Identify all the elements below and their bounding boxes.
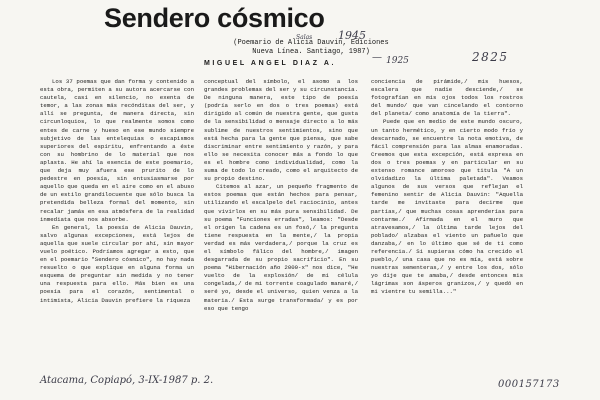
handwritten-year-2: 1925 [386, 56, 409, 66]
article-subtitle [186, 39, 436, 57]
column-1-paragraph-2: En general, la poesía de Alicia Dauvin, salvo algunas excepciones, está lejos de aquella que suele circular por ahí, sin mayor vuelo poético. Podríamos agregar a esto, que en el poemario "Sendero cósmico", no hay nada resuelto o que explique en alguna forma un esquema de preguntar sin medida y no tener una respuesta para ello. Más bien es una poesía para el corazón, sentimental o intimista, Alicia Dauvin prefiere la riqueza [40, 223, 194, 304]
text-column-1 [40, 78, 194, 372]
text-column-2 [204, 78, 358, 372]
text-column-3 [371, 78, 523, 372]
handwritten-source-note: Atacama, Copiapó, 3-IX-1987 p. 2. [40, 375, 214, 386]
handwritten-year-1: 1945 [338, 29, 366, 42]
subtitle-line-1: (Poemario de Alicia Dauvin, Ediciones [233, 39, 389, 47]
column-3-paragraph-2: Puede que en medio de este mundo oscuro, un tanto hermético, y en cierto modo frío y descarnado, se encuentre la nota emotiva, de fácil comprensión para las almas enamoradas. Creemos que esta excepción, está expresa en dos o tres poemas y en particular en su extenso romance amoroso que titula "A un olvidadizo la última paletada". Veamos algunos de sus versos que reflejan el femenino sentir de Alicia Dauvin: "Aquella tarde me invitaste para decirme que partías,/ que muchas cosas aprenderías para contarme./ Afirmada en el muro que atravesamos,/ la última tarde lejos del poblado/ alzabas el viento un pañuelo que danzaba,/ en lo último que sé de ti como referencia./ Si supieras cómo ha crecido el pueblo,/ una casa que no es mía, está sobre nuestras sementeras,/ y entre los dos, sólo yo dije que te amaba,/ desde entonces mis lágrimas son ásperos granizos,/ y quedó en mi vientre tu semilla..." [371, 118, 523, 296]
subtitle-line-2: Nueva Línea. Santiago, 1987) [252, 48, 370, 56]
column-2-paragraph-1: conceptual del símbolo, el asomo a los grandes problemas del ser y su circunstancia. De ninguna manera, este tipo de poesía (podría serlo en dos o tres poemas) está dirigido al común de nuestra gente, que gusta de la sensibilidad o mensaje directo a lo más sublime de nuestros sentimientos, sino que está hecha para la gente que piensa, que sabe discriminar entre sentimiento y razón, y para ello se necesita conocer más a fondo lo que es el hombre como individualidad, como la suma de todo lo creado, como el arquitecto de su propio destino. [204, 78, 358, 183]
column-3-paragraph-1: conciencia de pirámide,/ mis huesos, escalera que nadie desciende,/ se fotografían en mis ojos todos los rostros del mundo/ que van cincelando el contorno del planeta/ como anatomía de la tierra". [371, 78, 523, 118]
handwritten-number: 2825 [472, 50, 509, 64]
handwritten-dash: — [372, 52, 382, 63]
handwritten-catalog-number: 000157173 [498, 379, 560, 390]
article-author: MIGUEL ANGEL DIAZ A. [203, 60, 337, 67]
article-title: Sendero cósmico [104, 3, 325, 33]
column-2-paragraph-2: Citemos al azar, un pequeño fragmento de estos poemas que están hechos para pensar, utilizando el escalpelo del raciocinio, antes que vivirlos en su más pura sensibilidad. De su poema "Funciones erradas", leamos: "Desde el origen la cadena es un fosó,/ la pregunta tiene respuesta en la mente,/ la propia verdad es más verdadera,/ porque la cruz es el símbolo fálico del hombre,/ imagen desgarrada de su propio sacrificio". En su poema "Hibernación año 2000-x" nos dice, "He vuelto de la explosión/ de mi célula congelada,/ de mi torrente coagulado manaré,/ seré yo, desde el universo, quien venza a la materia./ Esta surge transformada/ y es por eso que tengo [204, 183, 358, 312]
column-1-paragraph-1: Los 37 poemas que dan forma y contenido a esta obra, permiten a su autora acercarse con cautela, casi en silencio, no exenta de temor, a las zonas más recónditas del ser, y allí se pregunta, de manera directa, sin circunloquios, lo que realmente somos como entes de carne y hueso en ese mundo siempre subjetivo de las entelequias o escapismos superiores del espíritu, enfrentando a éste con su hombrino de lo material que nos aplasta. He ahí la esencia de este poemario, que deja muy afuera ese prurito de lo pedestre en poesía, sin entusiasmarse por aquello que queda en el aire como en el abuso de un estilo grandilocuente que sólo busca la pretendida belleza formal del momento, sin recalar jamás en esa atmósfera de la realidad inmediata que nos absorbe. [40, 78, 194, 223]
handwritten-name: Salas [296, 34, 313, 41]
